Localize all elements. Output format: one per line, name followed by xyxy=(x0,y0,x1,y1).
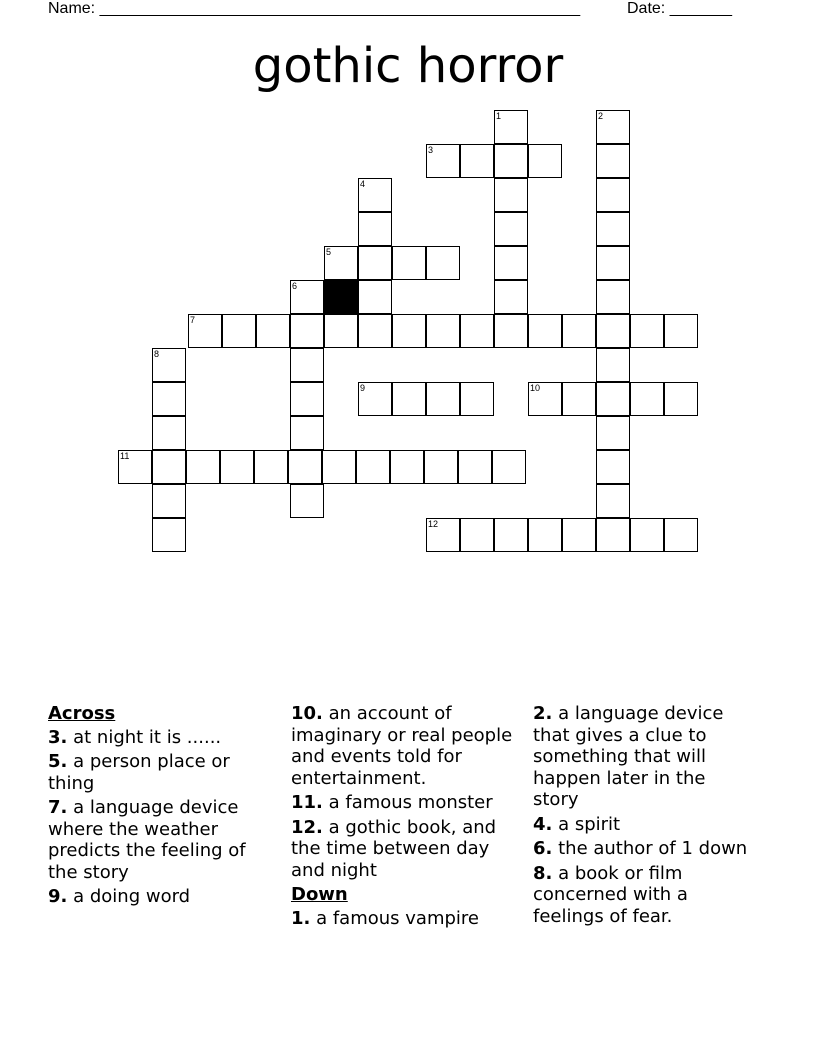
grid-cell[interactable] xyxy=(596,450,630,484)
clue-across-10: 10. an account of imaginary or real people and events told for entertainment. xyxy=(291,703,513,789)
clue-down-6: 6. the author of 1 down xyxy=(533,838,748,859)
grid-cell[interactable] xyxy=(596,246,630,280)
grid-cell[interactable] xyxy=(358,212,392,246)
grid-cell[interactable] xyxy=(596,484,630,518)
clue-across-11: 11. a famous monster xyxy=(291,792,493,813)
grid-cell[interactable] xyxy=(630,382,664,416)
grid-cell[interactable] xyxy=(256,314,290,348)
grid-cell[interactable] xyxy=(426,246,460,280)
down-heading: Down xyxy=(291,884,348,905)
grid-cell[interactable] xyxy=(424,450,458,484)
grid-cell[interactable] xyxy=(288,450,322,484)
clue-number-11: 11 xyxy=(120,451,130,461)
grid-cell[interactable] xyxy=(494,314,528,348)
puzzle-title: gothic horror xyxy=(252,38,564,94)
clue-number-8: 8 xyxy=(154,349,160,359)
grid-cell[interactable] xyxy=(492,450,526,484)
grid-cell[interactable] xyxy=(222,314,256,348)
grid-cell[interactable] xyxy=(562,314,596,348)
clues-column-3 xyxy=(533,703,748,930)
grid-cell[interactable] xyxy=(322,450,356,484)
clue-number-6: 6 xyxy=(292,281,298,291)
date-field[interactable]: Date: _______ xyxy=(627,0,732,17)
grid-cell[interactable] xyxy=(630,518,664,552)
clue-across-5: 5. a person place or thing xyxy=(48,751,230,794)
clue-down-2: 2. a language device that gives a clue to something that will happen later in the story xyxy=(533,703,724,810)
grid-cell[interactable] xyxy=(358,280,392,314)
grid-cell[interactable] xyxy=(460,314,494,348)
grid-cell[interactable] xyxy=(290,382,324,416)
grid-cell[interactable] xyxy=(596,178,630,212)
grid-cell[interactable] xyxy=(596,212,630,246)
clue-down-1: 1. a famous vampire xyxy=(291,907,479,929)
grid-cell[interactable] xyxy=(494,518,528,552)
grid-cell[interactable] xyxy=(494,212,528,246)
grid-cell[interactable] xyxy=(392,314,426,348)
clue-across-3: 3. at night it is ...... xyxy=(48,726,222,748)
grid-cell[interactable] xyxy=(324,314,358,348)
grid-cell[interactable] xyxy=(528,144,562,178)
grid-cell[interactable] xyxy=(358,246,392,280)
grid-cell[interactable] xyxy=(426,314,460,348)
grid-cell[interactable] xyxy=(596,416,630,450)
grid-cell[interactable] xyxy=(358,314,392,348)
clue-number-5: 5 xyxy=(326,247,332,257)
grid-cell[interactable] xyxy=(494,246,528,280)
grid-cell[interactable] xyxy=(528,314,562,348)
clue-number-3: 3 xyxy=(428,145,434,155)
grid-cell[interactable] xyxy=(596,280,630,314)
grid-cell[interactable] xyxy=(392,382,426,416)
clue-across-12: 12. a gothic book, and the time between day and night xyxy=(291,816,497,881)
grid-cell[interactable] xyxy=(596,348,630,382)
clue-across-7: 7. a language device where the weather predicts the feeling of the story xyxy=(48,797,246,883)
grid-cell[interactable] xyxy=(152,416,186,450)
clue-number-7: 7 xyxy=(190,315,196,325)
grid-cell[interactable] xyxy=(254,450,288,484)
grid-cell[interactable] xyxy=(630,314,664,348)
grid-cell[interactable] xyxy=(426,382,460,416)
grid-cell[interactable] xyxy=(152,518,186,552)
clue-number-1: 1 xyxy=(496,111,502,121)
grid-cell[interactable] xyxy=(494,280,528,314)
clue-down-8: 8. a book or film concerned with a feelings of fear. xyxy=(533,862,688,927)
clue-down-4: 4. a spirit xyxy=(533,813,621,835)
grid-cell[interactable] xyxy=(458,450,492,484)
across-heading: Across xyxy=(48,703,116,724)
name-field[interactable]: Name: ______________________________________________________ xyxy=(48,0,581,17)
grid-cell[interactable] xyxy=(494,178,528,212)
grid-cell[interactable] xyxy=(460,144,494,178)
blocked-cell xyxy=(324,280,358,314)
grid-cell[interactable] xyxy=(596,382,630,416)
grid-cell[interactable] xyxy=(460,518,494,552)
grid-cell[interactable] xyxy=(290,314,324,348)
grid-cell[interactable] xyxy=(186,450,220,484)
grid-cell[interactable] xyxy=(596,518,630,552)
grid-cell[interactable] xyxy=(664,518,698,552)
grid-cell[interactable] xyxy=(152,484,186,518)
grid-cell[interactable] xyxy=(152,450,186,484)
grid-cell[interactable] xyxy=(460,382,494,416)
grid-cell[interactable] xyxy=(494,144,528,178)
grid-cell[interactable] xyxy=(220,450,254,484)
grid-cell[interactable] xyxy=(290,348,324,382)
grid-cell[interactable] xyxy=(152,382,186,416)
grid-cell[interactable] xyxy=(596,144,630,178)
grid-cell[interactable] xyxy=(596,314,630,348)
grid-cell[interactable] xyxy=(392,246,426,280)
clue-number-10: 10 xyxy=(530,383,541,393)
clue-number-9: 9 xyxy=(360,383,366,393)
clue-number-2: 2 xyxy=(598,111,604,121)
clue-across-9: 9. a doing word xyxy=(48,886,191,907)
grid-cell[interactable] xyxy=(562,518,596,552)
grid-cell[interactable] xyxy=(664,314,698,348)
clues-column-2 xyxy=(291,703,526,932)
clues-column-1 xyxy=(48,703,278,911)
grid-cell[interactable] xyxy=(390,450,424,484)
grid-cell[interactable] xyxy=(290,484,324,518)
grid-cell[interactable] xyxy=(356,450,390,484)
grid-cell[interactable] xyxy=(664,382,698,416)
grid-cell[interactable] xyxy=(562,382,596,416)
clue-number-12: 12 xyxy=(428,519,439,529)
grid-cell[interactable] xyxy=(290,416,324,450)
grid-cell[interactable] xyxy=(528,518,562,552)
clue-number-4: 4 xyxy=(360,179,366,189)
